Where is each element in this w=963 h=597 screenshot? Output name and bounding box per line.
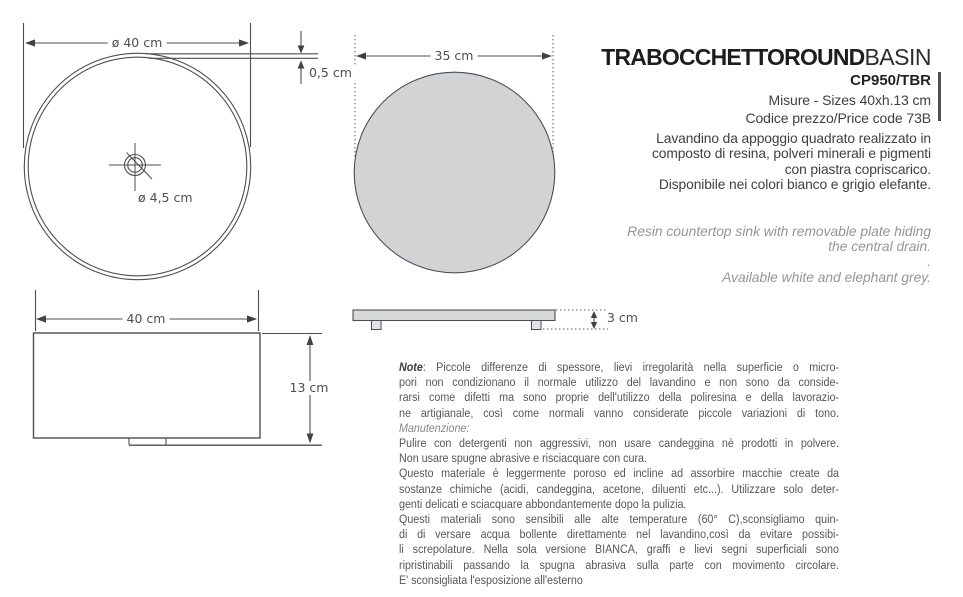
product-title-light: BASIN bbox=[864, 44, 931, 70]
header-divider-bar bbox=[938, 72, 941, 121]
note-line: li screpolature. Nella sola versione BIANCA, graffi e lievi segni superficiali sono bbox=[399, 542, 839, 557]
basin-top-view-drawing bbox=[24, 23, 319, 280]
description-english bbox=[627, 224, 931, 285]
dim-label-basin-height: 13 cm bbox=[286, 381, 333, 395]
dim-label-plate-diameter: 35 cm bbox=[431, 49, 478, 63]
product-price-code: Codice prezzo/Price code 73B bbox=[745, 110, 931, 126]
note-label: Note bbox=[399, 360, 423, 374]
description-it-line: con piastra copriscarico. bbox=[784, 161, 931, 177]
note-first-line bbox=[399, 360, 839, 375]
dim-label-basin-width: 40 cm bbox=[123, 312, 170, 326]
note-line: Questo materiale è leggermente poroso ed incline ad assorbire macchie create da bbox=[399, 466, 839, 481]
dim-label-rim-thickness: 0,5 cm bbox=[305, 66, 356, 80]
plate-top-view-drawing bbox=[354, 35, 555, 273]
product-title bbox=[601, 44, 931, 70]
description-it-line: Lavandino da appoggio quadrato realizzato in bbox=[656, 131, 931, 146]
note-line: ne artigianale, così come normali vanno considerate piccole variazioni di tono. bbox=[399, 405, 839, 420]
dim-label-basin-diameter: ø 40 cm bbox=[108, 36, 167, 50]
note-section bbox=[399, 360, 839, 588]
note-line: rarsi come difetti ma sono proprie dell'utilizzo della poliresina e della lavorazio- bbox=[399, 390, 839, 405]
note-line: di di versare acqua bollente direttamente nel lavandino,così da evitare possibi- bbox=[399, 527, 839, 542]
plate-side-view-drawing bbox=[353, 310, 608, 330]
dim-label-drain-diameter: ø 4,5 cm bbox=[134, 191, 197, 205]
product-header bbox=[601, 44, 931, 128]
note-line: genti delicati e sciacquare abbondantemente dopo la pulizia. bbox=[399, 496, 687, 511]
description-en-line: Available white and elephant grey. bbox=[722, 269, 931, 285]
product-code: CP950/TBR bbox=[850, 72, 931, 89]
note-line: Pulire con detergenti non aggressivi, non usare candeggina nè prodotti in polvere. bbox=[399, 436, 839, 451]
note-lines bbox=[399, 375, 839, 588]
note-line: pori non condizionano il normale utilizzo del lavandino e non sono da conside- bbox=[399, 375, 839, 390]
description-en-line: the central drain. bbox=[828, 239, 931, 255]
product-title-bold: TRABOCCHETTOROUND bbox=[601, 44, 865, 70]
note-line: Questi materiali sono sensibili alle alte temperature (60° C),sconsigliamo quin- bbox=[399, 512, 839, 527]
note-line: ripristinabili passando la spugna abrasiva sulla parte con movimento circolare. bbox=[399, 557, 839, 572]
note-line: Non usare spugne abrasive e risciacquare con cura. bbox=[399, 451, 648, 466]
note-line: E' sconsigliata l'esposizione all'esterno bbox=[399, 572, 583, 587]
note-intro: : Piccole differenze di spessore, lievi irregolarità nella superficie o micro- bbox=[422, 360, 839, 374]
product-sizes: Misure - Sizes 40xh.13 cm bbox=[768, 91, 931, 108]
description-en-line: . bbox=[927, 254, 931, 270]
description-en-line: Resin countertop sink with removable plate hiding bbox=[627, 224, 931, 239]
dim-label-plate-height: 3 cm bbox=[603, 311, 642, 325]
note-line: sostanze chimiche (acidi, candeggina, acetone, diluenti etc...). Utilizzare solo deter- bbox=[399, 481, 839, 496]
basin-side-view-drawing bbox=[34, 290, 323, 445]
note-line: Manutenzione: bbox=[399, 420, 470, 435]
description-it-line: Disponibile nei colori bianco e grigio elefante. bbox=[658, 177, 931, 193]
description-it-line: composto di resina, polveri minerali e pigmenti bbox=[651, 146, 931, 162]
description-italian bbox=[652, 131, 931, 193]
